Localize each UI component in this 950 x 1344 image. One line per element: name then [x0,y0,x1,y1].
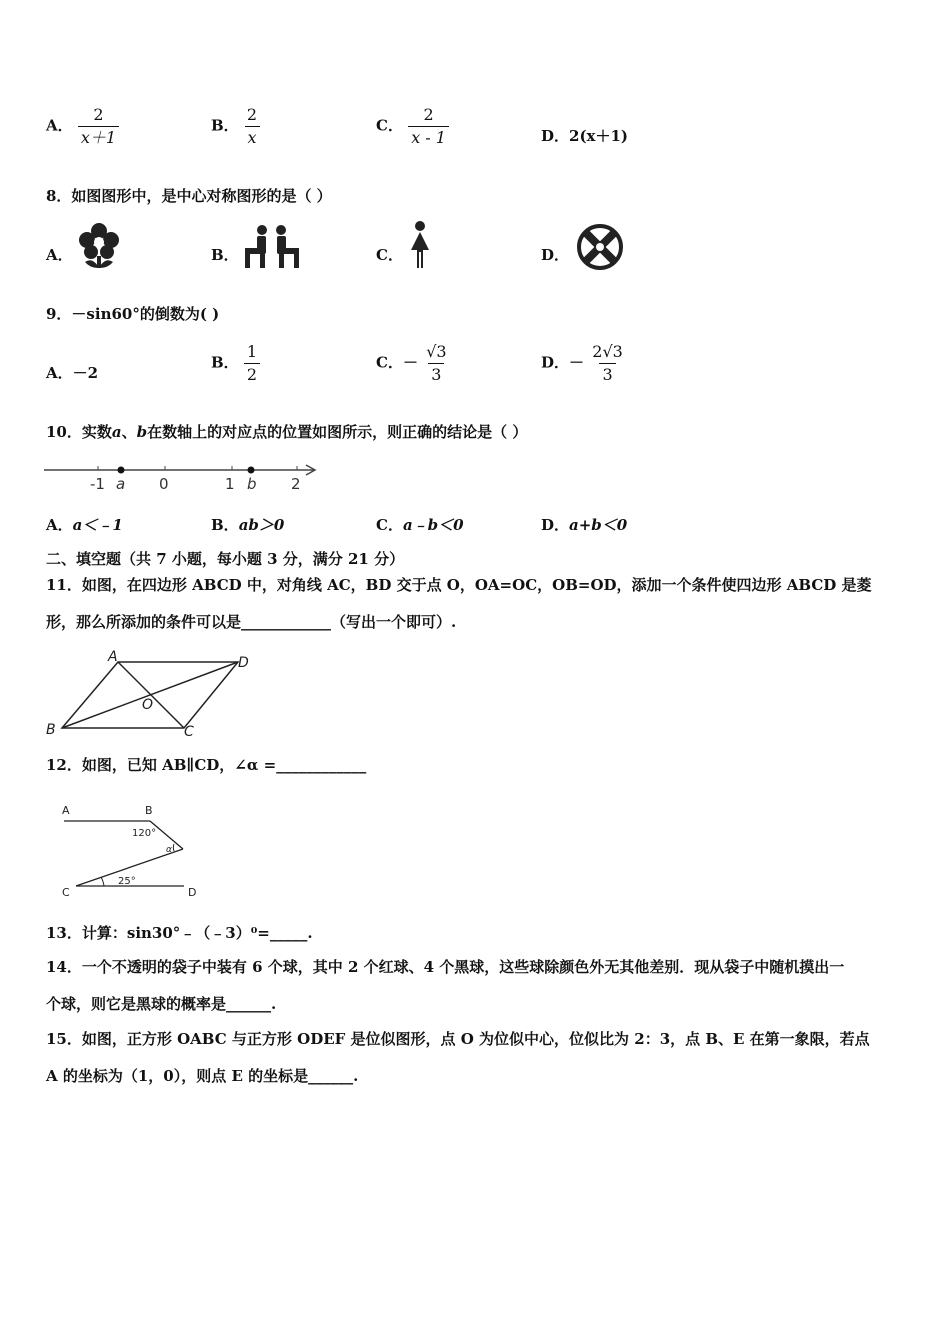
label-b: b [247,475,257,493]
angle-arc-alpha [173,844,174,851]
q7-a-fraction: $\frac{2}{x+1}$ [78,104,119,149]
q7-option-d: D．2(x＋1) [541,127,629,145]
q8-option-d-label: D． [541,246,570,264]
q8-option-a-label: A． [46,246,73,264]
q9-stem: 9．－sin60°的倒数为( ) [46,305,220,323]
vertex-label-a: A [108,649,118,665]
q10-option-a: A．a＜﹣1 [46,516,123,534]
q8-option-b-label: B． [211,246,239,264]
q7-option-c: C． $\frac{2}{x - 1}$ [376,104,449,149]
q7-c-fraction: $\frac{2}{x - 1}$ [408,104,449,149]
q13-stem: 13．计算：sin30°﹣（﹣3）⁰=_____. [46,924,313,942]
q12-stem: 12．如图，已知 AB∥CD，∠α =____________ [46,756,367,774]
q11-stem-line1: 11．如图，在四边形 ABCD 中，对角线 AC，BD 交于点 O，OA=OC，OB=OD，添加一个条件使四边形 ABCD 是菱 [46,576,872,594]
q8-stem: 8．如图图形中，是中心对称图形的是（ ） [46,187,332,205]
q9-b-fraction: $\frac{1}{2}$ [244,341,260,386]
parallelogram-figure [44,648,260,740]
q10-option-b: B．ab＞0 [211,516,285,534]
q9-d-fraction: $\frac{2√3}{3}$ [592,342,623,384]
q15-stem-line1: 15．如图，正方形 OABC 与正方形 ODEF 是位似图形，点 O 为位似中心，位似比为 2：3，点 B、E 在第一象限，若点 [46,1030,870,1048]
point-b [248,467,255,474]
angle-arc-25 [101,877,104,886]
label-a: a [116,475,126,493]
center-label-o: O [142,697,154,713]
vertex-label-c: C [184,724,194,740]
two-people-sitting-icon [243,224,301,270]
angle-label-120: 120° [132,828,157,839]
section-2-title: 二、填空题（共 7 小题，每小题 3 分，满分 21 分） [46,550,405,568]
q7-option-a: A． $\frac{2}{x+1}$ [46,104,119,149]
label-neg1: -1 [90,475,105,493]
q15-stem-line2: A 的坐标为（1，0），则点 E 的坐标是______. [46,1067,359,1085]
q7-b-fraction: $\frac{2}{x}$ [244,104,260,149]
q10-option-d: D．a+b＜0 [541,516,628,534]
vertex-label-d: D [238,655,249,671]
q14-stem-line1: 14．一个不透明的袋子中装有 6 个球，其中 2 个红球、4 个黑球，这些球除颜色外无其他差别．现从袋子中随机摸出一 [46,958,845,976]
q9-option-c: C．－ $\frac{√3}{3}$ [376,341,450,386]
angle-label-alpha: α [166,845,172,855]
q10-stem: 10．实数a、b在数轴上的对应点的位置如图所示，则正确的结论是（ ） [46,423,528,441]
q9-option-d: D．－ $\frac{2√3}{3}$ [541,341,626,386]
vertex-label-b: B [46,722,56,738]
number-line-figure [44,458,324,496]
q9-option-a: A．－2 [46,364,99,382]
point-label-c: C [62,886,70,899]
angle-label-25: 25° [118,876,136,887]
point-label-a: A [62,804,70,817]
point-label-b: B [145,804,153,817]
label-2: 2 [291,475,301,493]
q11-stem-line2: 形，那么所添加的条件可以是____________（写出一个即可）. [46,613,457,631]
q10-option-c: C．a﹣b＜0 [376,516,464,534]
q9-c-fraction: $\frac{√3}{3}$ [426,342,447,384]
point-label-d: D [188,886,197,899]
q9-option-b: B． $\frac{1}{2}$ [211,341,260,386]
point-a [118,467,125,474]
woman-figure-icon [407,220,433,272]
flower-icon [77,222,121,272]
label-1: 1 [225,475,235,493]
q7-option-b: B． $\frac{2}{x}$ [211,104,260,149]
label-0: 0 [159,475,169,493]
circle-x-icon [574,222,626,272]
parallel-lines-figure [56,800,206,900]
q8-option-c-label: C． [376,246,403,264]
q14-stem-line2: 个球，则它是黑球的概率是______. [46,995,277,1013]
